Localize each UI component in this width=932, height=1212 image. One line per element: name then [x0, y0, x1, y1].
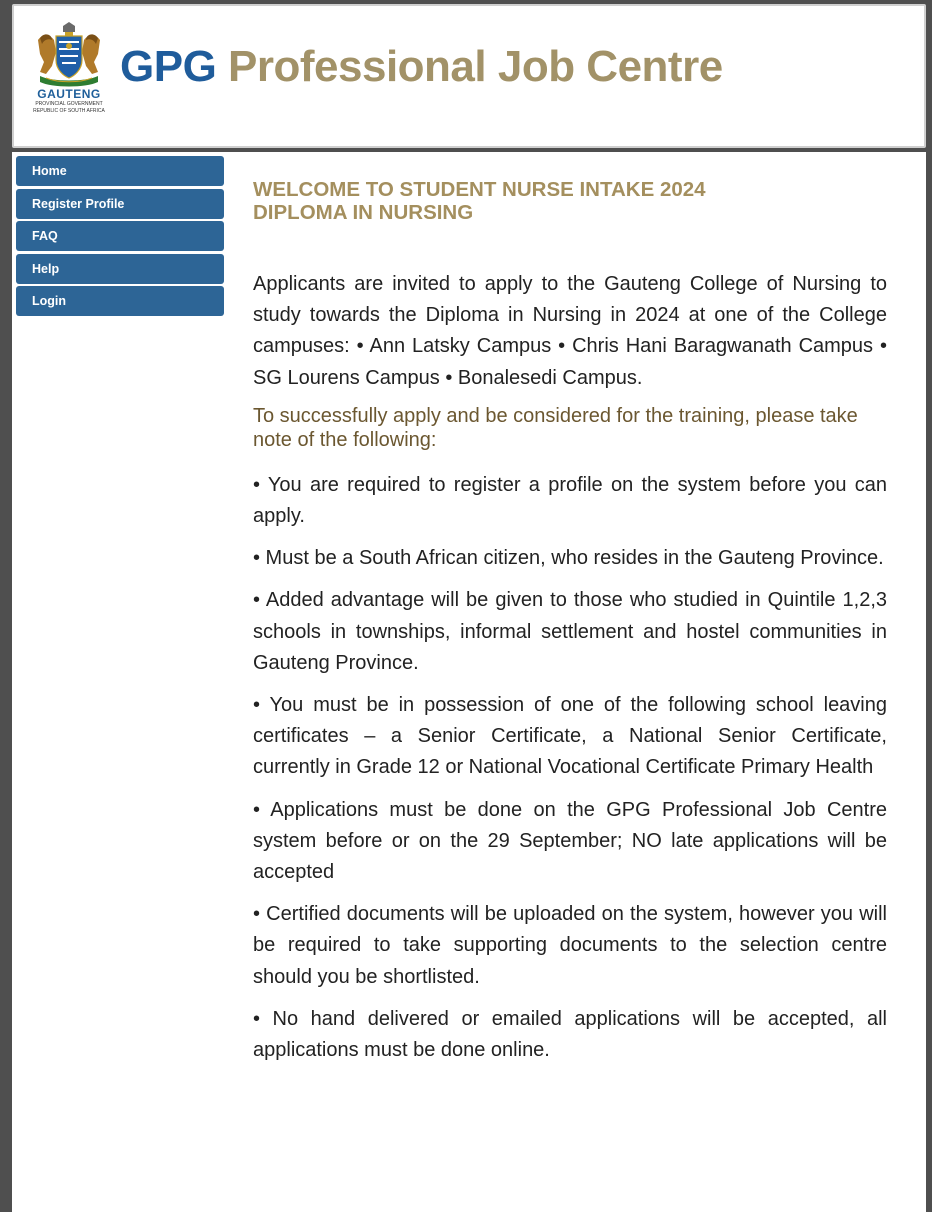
requirement-item: • Added advantage will be given to those who studied in Quintile 1,2,3 schools in townships, informal settlement and hostel communities in Gauteng Province. — [253, 589, 887, 674]
site-header — [12, 4, 926, 148]
logo-line2: REPUBLIC OF SOUTH AFRICA — [33, 108, 105, 114]
page-title-line2: DIPLOMA IN NURSING — [253, 201, 474, 224]
page-title — [253, 178, 887, 224]
site-title-gpg: GPG — [120, 42, 217, 91]
site-title-rest: Professional Job Centre — [228, 42, 723, 91]
main-panel — [12, 152, 926, 1212]
requirement-item: • Must be a South African citizen, who resides in the Gauteng Province. — [253, 547, 884, 570]
gauteng-coat-of-arms-logo[interactable] — [32, 22, 106, 124]
coat-of-arms-icon — [32, 22, 106, 88]
nav-item-faq[interactable]: FAQ — [16, 221, 224, 251]
nav-item-home[interactable]: Home — [16, 156, 224, 186]
page-title-line1: WELCOME TO STUDENT NURSE INTAKE 2024 — [253, 178, 706, 201]
requirement-item: • You must be in possession of one of the following school leaving certificates – a Senior Certificate, a National Senior Certificate, currently in Grade 12 or National Vocational Certificate Primary Health — [253, 694, 887, 779]
requirements-heading: To successfully apply and be considered for the training, please take note of the following: — [253, 404, 858, 452]
intro-paragraph: Applicants are invited to apply to the Gauteng College of Nursing to study towards the Diploma in Nursing in 2024 at one of the College campuses: • Ann Latsky Campus • Chris Hani Baragwanath Campus • SG Lourens Campus • Bonalesedi Campus. — [253, 273, 887, 389]
site-title — [120, 42, 723, 92]
sidebar-nav — [16, 156, 224, 319]
requirement-item: • No hand delivered or emailed applications will be accepted, all applications must be done online. — [253, 1007, 887, 1062]
requirement-item: • You are required to register a profile on the system before you can apply. — [253, 473, 887, 528]
requirement-item: • Applications must be done on the GPG Professional Job Centre system before or on the 29 September; NO late applications will be accepted — [253, 798, 887, 884]
nav-item-register-profile[interactable]: Register Profile — [16, 189, 224, 219]
logo-gauteng-text: GAUTENG — [37, 87, 101, 101]
logo-line1: PROVINCIAL GOVERNMENT — [35, 101, 103, 107]
main-content — [253, 178, 887, 1077]
nav-item-help[interactable]: Help — [16, 254, 224, 284]
nav-item-login[interactable]: Login — [16, 286, 224, 316]
logo-text — [32, 88, 106, 115]
requirement-item: • Certified documents will be uploaded on the system, however you will be required to take supporting documents to the selection centre should you be shortlisted. — [253, 903, 887, 988]
